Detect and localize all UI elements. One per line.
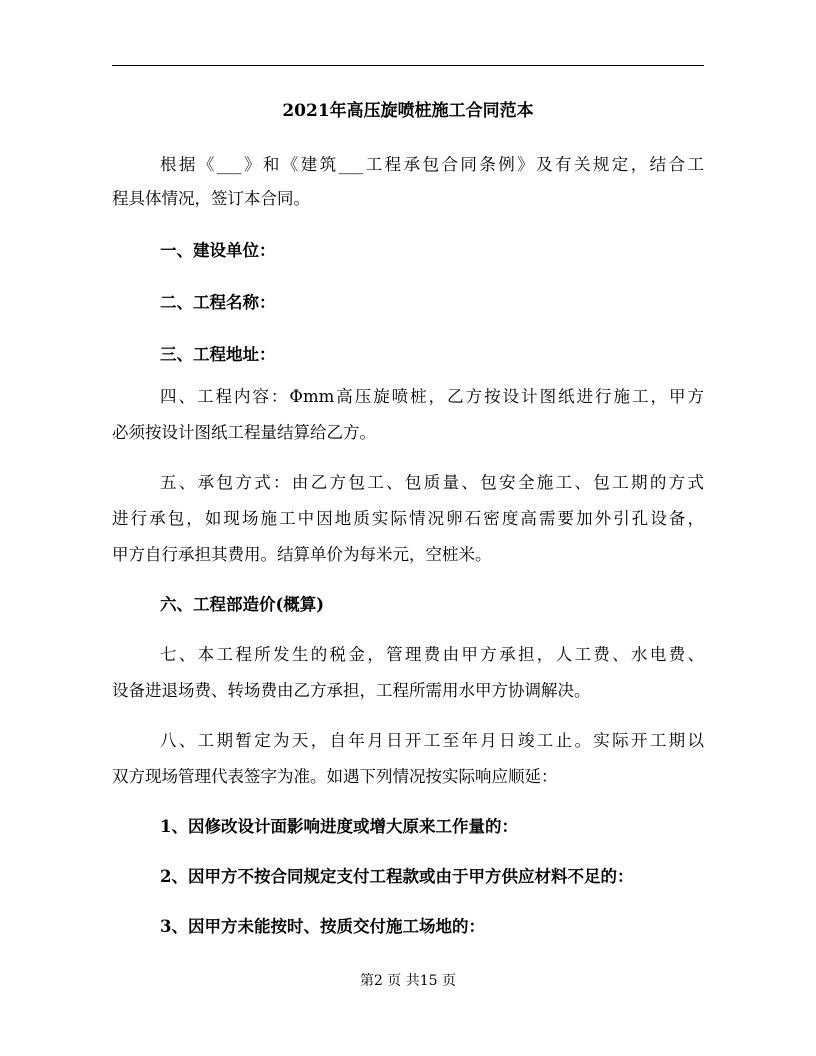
clause-7-line-1: 七、本工程所发生的税金，管理费由甲方承担，人工费、水电费、 <box>160 645 704 664</box>
clause-6-cost: 六、工程部造价(概算) <box>160 595 325 614</box>
clause-8-item-3: 3、因甲方未能按时、按质交付施工场地的： <box>160 917 485 936</box>
clause-8-item-1: 1、因修改设计面影响进度或增大原来工作量的： <box>160 817 518 836</box>
clause-8-line-1: 八、工期暂定为天，自年月日开工至年月日竣工止。实际开工期以 <box>160 731 704 750</box>
paragraph-intro-line-1: 根据《___》和《建筑___工程承包合同条例》及有关规定，结合工 <box>160 155 704 174</box>
clause-7-line-2: 设备进退场费、转场费由乙方承担，工程所需用水甲方协调解决。 <box>112 681 591 700</box>
clause-5-line-2: 进行承包，如现场施工中因地质实际情况卵石密度高需要加外引孔设备， <box>112 509 704 528</box>
clause-3-project-address: 三、工程地址： <box>160 345 276 364</box>
clause-5-line-3: 甲方自行承担其费用。结算单价为每米元，空桩米。 <box>112 545 492 564</box>
clause-1-construction-unit: 一、建设单位： <box>160 241 276 260</box>
document-title: 2021年高压旋喷桩施工合同范本 <box>282 101 534 121</box>
paragraph-intro-line-2: 程具体情况，签订本合同。 <box>112 189 310 208</box>
page-number-footer: 第2 页 共15 页 <box>359 973 457 989</box>
clause-8-item-2: 2、因甲方不按合同规定支付工程款或由于甲方供应材料不足的： <box>160 867 634 886</box>
clause-8-line-2: 双方现场管理代表签字为准。如遇下列情况按实际响应顺延： <box>112 767 558 786</box>
clause-2-project-name: 二、工程名称： <box>160 293 276 312</box>
header-rule <box>112 65 704 66</box>
clause-4-line-1: 四、工程内容：Φmm高压旋喷桩，乙方按设计图纸进行施工，甲方 <box>160 387 704 406</box>
clause-5-line-1: 五、承包方式：由乙方包工、包质量、包安全施工、包工期的方式 <box>160 473 704 492</box>
clause-4-line-2: 必须按设计图纸工程量结算给乙方。 <box>112 423 376 442</box>
